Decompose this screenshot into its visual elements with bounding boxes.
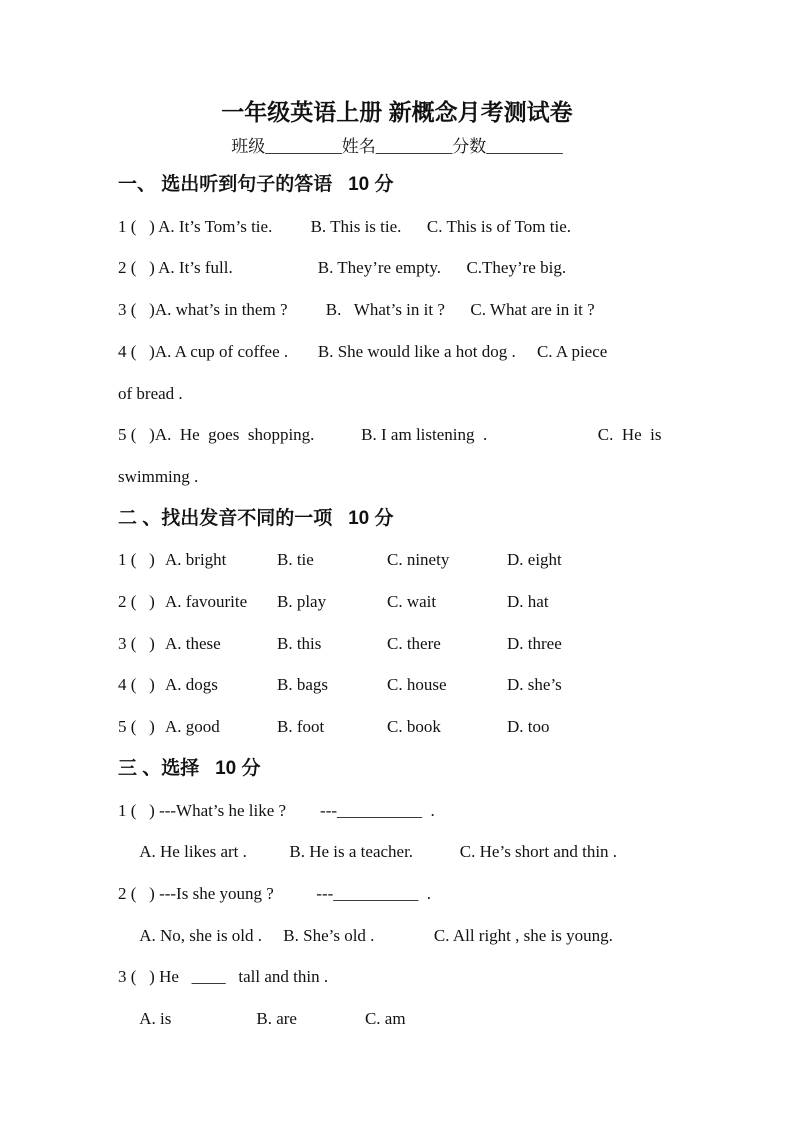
s2-q3-option-c: C. there bbox=[387, 633, 441, 653]
s2-q1-option-d: D. eight bbox=[507, 550, 562, 570]
s2-q2-row bbox=[118, 581, 676, 623]
s2-q3-option-d: D. three bbox=[507, 633, 562, 653]
s1-q2-line: 2 ( ) A. It’s full. B. They’re empty. C.They’re big. bbox=[118, 258, 567, 278]
s2-q4-row bbox=[118, 664, 676, 706]
s2-q4-option-a: A. dogs bbox=[165, 675, 218, 695]
s2-q1-row bbox=[118, 539, 676, 581]
s1-q4-continuation: of bread . bbox=[118, 383, 183, 403]
s2-q1-option-b: B. tie bbox=[277, 550, 314, 570]
s2-q1-number: 1 ( ) bbox=[118, 550, 155, 570]
s2-q2-option-c: C. wait bbox=[387, 592, 437, 612]
s3-q1-line: 1 ( ) ---What’s he like ? ---__________ . bbox=[118, 800, 435, 820]
s2-q3-row bbox=[118, 623, 676, 665]
s2-q5-option-a: A. good bbox=[165, 717, 220, 737]
s1-q4-line: 4 ( )A. A cup of coffee . B. She would like a hot dog . C. A piece bbox=[118, 341, 608, 361]
s2-q1-option-c: C. ninety bbox=[387, 550, 450, 570]
s2-q5-option-c: C. book bbox=[387, 717, 441, 737]
s2-q2-option-d: D. hat bbox=[507, 592, 549, 612]
s2-q4-option-d: D. she’s bbox=[507, 675, 562, 695]
s2-q4-option-c: C. house bbox=[387, 675, 447, 695]
s1-q5-line: 5 ( )A. He goes shopping. B. I am listening . C. He is bbox=[118, 425, 662, 445]
s2-q2-option-a: A. favourite bbox=[165, 592, 248, 612]
s1-q1-line: 1 ( ) A. It’s Tom’s tie. B. This is tie. C. This is of Tom tie. bbox=[118, 216, 572, 236]
s2-q4-option-b: B. bags bbox=[277, 675, 328, 695]
section-3-heading: 三 、选择 10 分 bbox=[118, 757, 261, 779]
s2-q1-option-a: A. bright bbox=[165, 550, 227, 570]
s1-q5-continuation: swimming . bbox=[118, 466, 199, 486]
s2-q3-option-b: B. this bbox=[277, 633, 322, 653]
s3-q2-options: A. No, she is old . B. She’s old . C. All right , she is young. bbox=[118, 925, 613, 945]
s2-q3-number: 3 ( ) bbox=[118, 633, 155, 653]
s2-q5-option-d: D. too bbox=[507, 717, 550, 737]
section-1-heading: 一、 选出听到句子的答语 10 分 bbox=[118, 174, 394, 195]
s3-q1-options: A. He likes art . B. He is a teacher. C. He’s short and thin . bbox=[118, 842, 618, 862]
s2-q4-number: 4 ( ) bbox=[118, 675, 155, 695]
page-title: 一年级英语上册 新概念月考测试卷 bbox=[221, 99, 573, 125]
name-line: 班级_________姓名_________分数_________ bbox=[231, 137, 563, 156]
s3-q3-options: A. is B. are C. am bbox=[118, 1009, 406, 1029]
s2-q5-option-b: B. foot bbox=[277, 717, 325, 737]
s2-q5-row bbox=[118, 706, 676, 748]
s3-q2-line: 2 ( ) ---Is she young ? ---__________ . bbox=[118, 883, 432, 903]
s3-q3-line: 3 ( ) He ____ tall and thin . bbox=[118, 967, 329, 987]
s2-q3-option-a: A. these bbox=[165, 633, 221, 653]
s2-q5-number: 5 ( ) bbox=[118, 717, 155, 737]
s2-q2-option-b: B. play bbox=[277, 592, 327, 612]
section-2-heading: 二 、找出发音不同的一项 10 分 bbox=[118, 507, 394, 529]
s2-q2-number: 2 ( ) bbox=[118, 592, 155, 612]
s1-q3-line: 3 ( )A. what’s in them ? B. What’s in it ? C. What are in it ? bbox=[118, 300, 595, 320]
